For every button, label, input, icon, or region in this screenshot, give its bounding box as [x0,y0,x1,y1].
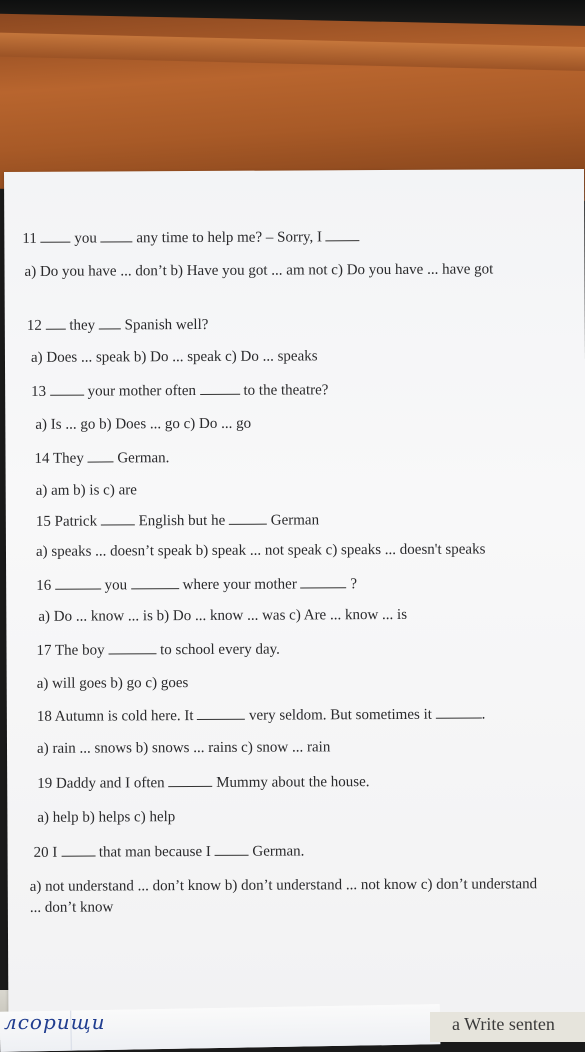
question-text: any time to help me? – Sorry, I [132,229,326,247]
options-11: a) Do you have ... don’t b) Have you got ... am not c) Do you have ... have got [24,261,494,280]
answer-blank [108,641,156,654]
textbook-text: a Write senten [452,1014,555,1034]
options-17: a) will goes b) go c) goes [36,675,189,692]
answer-blank [326,228,360,241]
question-11 [22,228,359,248]
question-text: where your mother [178,576,301,594]
answer-blank [46,317,66,330]
question-text: . [481,706,486,723]
answer-blank [41,230,71,243]
question-text: German [266,512,320,529]
question-text: 20 I [33,844,62,861]
question-text: to school every day. [156,641,280,659]
answer-blank [301,575,347,588]
answer-blank [200,382,240,395]
answer-blank [229,512,267,525]
question-text: very seldom. But sometimes it [245,706,436,724]
question-text: 19 Daddy and I often [37,775,169,792]
question-text: ? [346,576,358,593]
question-19 [37,773,369,793]
answer-blank [88,449,114,462]
question-text: German. [113,450,170,467]
answer-blank [197,707,245,720]
question-text: you [100,577,131,594]
question-16 [36,575,357,595]
question-text: that man because I [95,843,215,861]
question-18 [37,705,486,725]
options-12: a) Does ... speak b) Do ... speak c) Do ... speaks [30,348,318,366]
options-19: a) help b) helps c) help [37,809,176,826]
question-text: you [70,230,101,247]
question-13 [31,381,328,401]
question-20 [34,842,305,861]
handwriting: лсорищи [4,1010,106,1034]
question-text: 15 Patrick [35,513,101,530]
options-20: a) not understand ... don’t know b) don’t understand ... not know c) don’t understand ... don’t know [29,876,538,916]
question-17 [36,641,279,660]
answer-blank [99,316,121,329]
answer-blank [101,512,135,525]
question-15 [36,511,319,530]
question-text: 13 [31,383,50,400]
question-text: 18 Autumn is cold here. It [36,707,198,725]
options-18: a) rain ... snows b) snows ... rains c) snow ... rain [36,739,331,757]
question-text: Spanish well? [120,316,209,334]
options-15: a) speaks ... doesn’t speak b) speak ... not speak c) speaks ... doesn't speaks [35,541,486,560]
answer-blank [101,229,133,242]
answer-blank [55,576,101,589]
answer-blank [131,576,179,589]
answer-blank [168,774,212,787]
question-text: German. [248,843,305,860]
question-text: 11 [22,230,41,247]
question-text: 14 They [34,450,88,467]
worksheet-paper [4,169,585,1017]
question-text: English but he [134,512,230,530]
options-16: a) Do ... know ... is b) Do ... know ... was c) Are ... know ... is [38,606,408,625]
answer-blank [50,383,84,396]
answer-blank [61,844,95,857]
question-text: they [65,317,99,334]
answer-blank [436,706,482,719]
options-14: a) am b) is c) are [35,482,137,499]
answer-blank [215,843,249,856]
options-13: a) Is ... go b) Does ... go c) Do ... go [35,415,252,433]
question-text: 17 The boy [36,642,109,659]
question-text: Mummy about the house. [212,774,370,791]
question-text: to the theatre? [239,382,329,399]
question-12 [27,316,209,335]
question-text: your mother often [83,382,200,400]
question-text: 16 [36,577,55,594]
question-14 [34,449,169,468]
question-text: 12 [26,317,46,334]
